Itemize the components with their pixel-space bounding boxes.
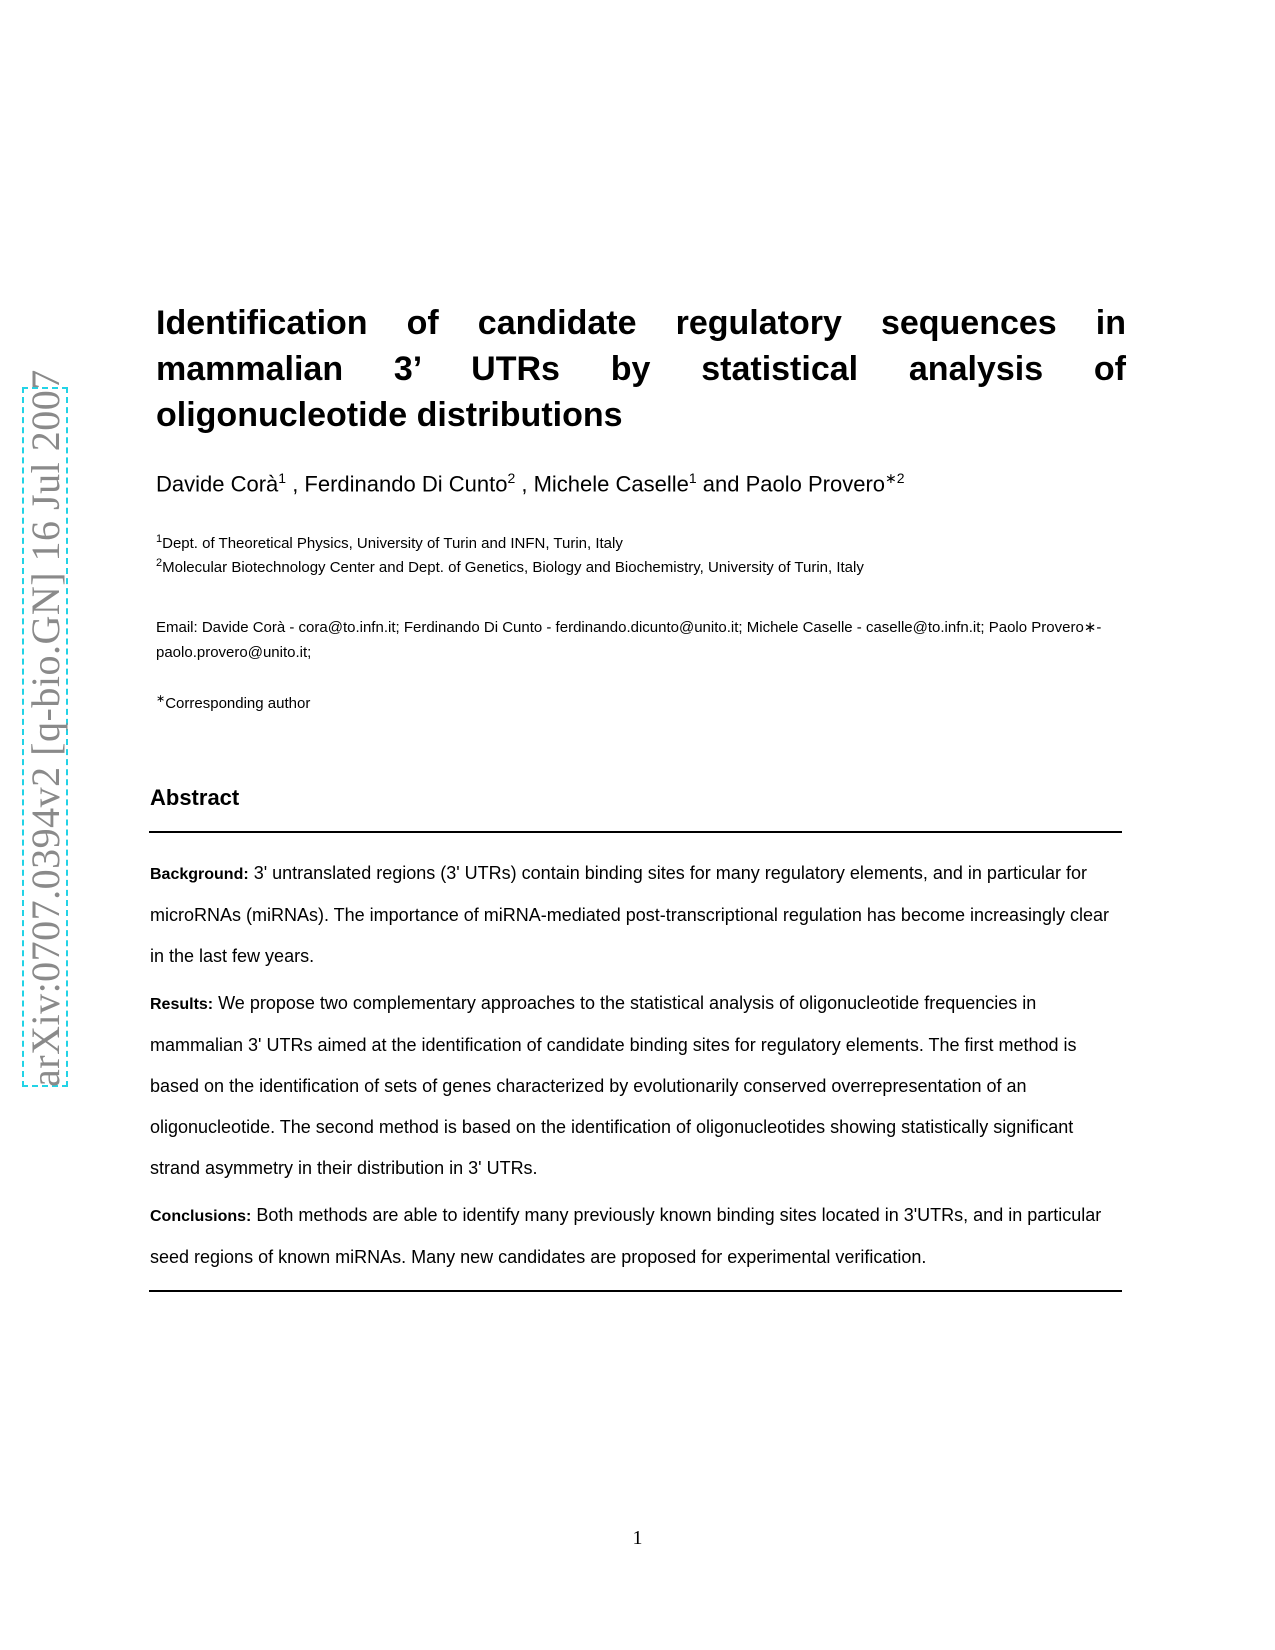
affiliation-2: [156, 552, 864, 579]
author-name: Davide Corà: [156, 471, 279, 497]
author-affiliation-mark: 1: [688, 470, 697, 486]
abstract-top-rule: [149, 831, 1122, 833]
abstract-results: [150, 983, 1120, 1189]
affiliation-1: [156, 528, 623, 555]
author-name: Ferdinando Di Cunto: [304, 471, 508, 497]
author-name: Paolo Provero: [745, 471, 886, 497]
paper-title: Identification of candidate regulatory sequences in mammalian 3’ UTRs by statistical analysis of oligonucleotide distributions: [156, 304, 1126, 434]
section-text: Both methods are able to identify many previously known binding sites located in 3'UTRs, and in particular seed regions of known miRNAs. Many new candidates are proposed for experimental verification.: [150, 1205, 1102, 1267]
affiliation-mark: 2: [156, 557, 163, 569]
abstract-bottom-rule: [149, 1290, 1122, 1292]
author-affiliation-mark: 1: [278, 470, 287, 486]
author-separator: ,: [515, 471, 534, 497]
author-separator: and: [696, 471, 746, 497]
affiliation-mark: 1: [156, 533, 163, 545]
abstract-heading: Abstract: [150, 785, 240, 810]
author-affiliation-mark: 2: [507, 470, 516, 486]
abstract-body: [150, 853, 1120, 1284]
corresponding-author-note: [156, 688, 310, 715]
page-number: 1: [632, 1527, 643, 1549]
section-label: Results:: [150, 996, 214, 1013]
author-list: [156, 463, 905, 499]
email-line: Email: Davide Corà - cora@to.infn.it; Ferdinando Di Cunto - ferdinando.dicunto@unito.it; Michele Caselle - caselle@to.infn.it; Paolo Provero∗- paolo.provero@unito.it;: [156, 619, 1102, 661]
section-text: We propose two complementary approaches to the statistical analysis of oligonucleotide frequencies in mammalian 3' UTRs aimed at the identification of candidate binding sites for regulatory elements. The first method is based on the identification of sets of genes characterized by evolutionarily conserved overrepresentation of an oligonucleotide. The second method is based on the identification of oligonucleotides showing statistically significant strand asymmetry in their distribution in 3' UTRs.: [150, 993, 1077, 1178]
arxiv-stamp: arXiv:0707.0394v2 [q-bio.GN] 16 Jul 2007: [23, 369, 68, 1087]
author-affiliation-mark: ∗2: [885, 470, 905, 486]
abstract-conclusions: [150, 1195, 1120, 1278]
abstract-background: [150, 853, 1120, 977]
affiliation-text: Molecular Biotechnology Center and Dept. of Genetics, Biology and Biochemistry, University of Turin, Italy: [162, 559, 864, 576]
affiliation-text: Dept. of Theoretical Physics, University of Turin and INFN, Turin, Italy: [162, 535, 623, 552]
section-text: 3' untranslated regions (3' UTRs) contain binding sites for many regulatory elements, and in particular for microRNAs (miRNAs). The importance of miRNA-mediated post-transcriptional regulation has become increasingly clear in the last few years.: [150, 863, 1110, 966]
author-separator: ,: [286, 471, 305, 497]
section-label: Conclusions:: [150, 1208, 252, 1225]
corresponding-text: Corresponding author: [165, 695, 311, 712]
corresponding-mark: ∗: [156, 693, 166, 705]
section-label: Background:: [150, 866, 249, 883]
author-name: Michele Caselle: [533, 471, 689, 497]
